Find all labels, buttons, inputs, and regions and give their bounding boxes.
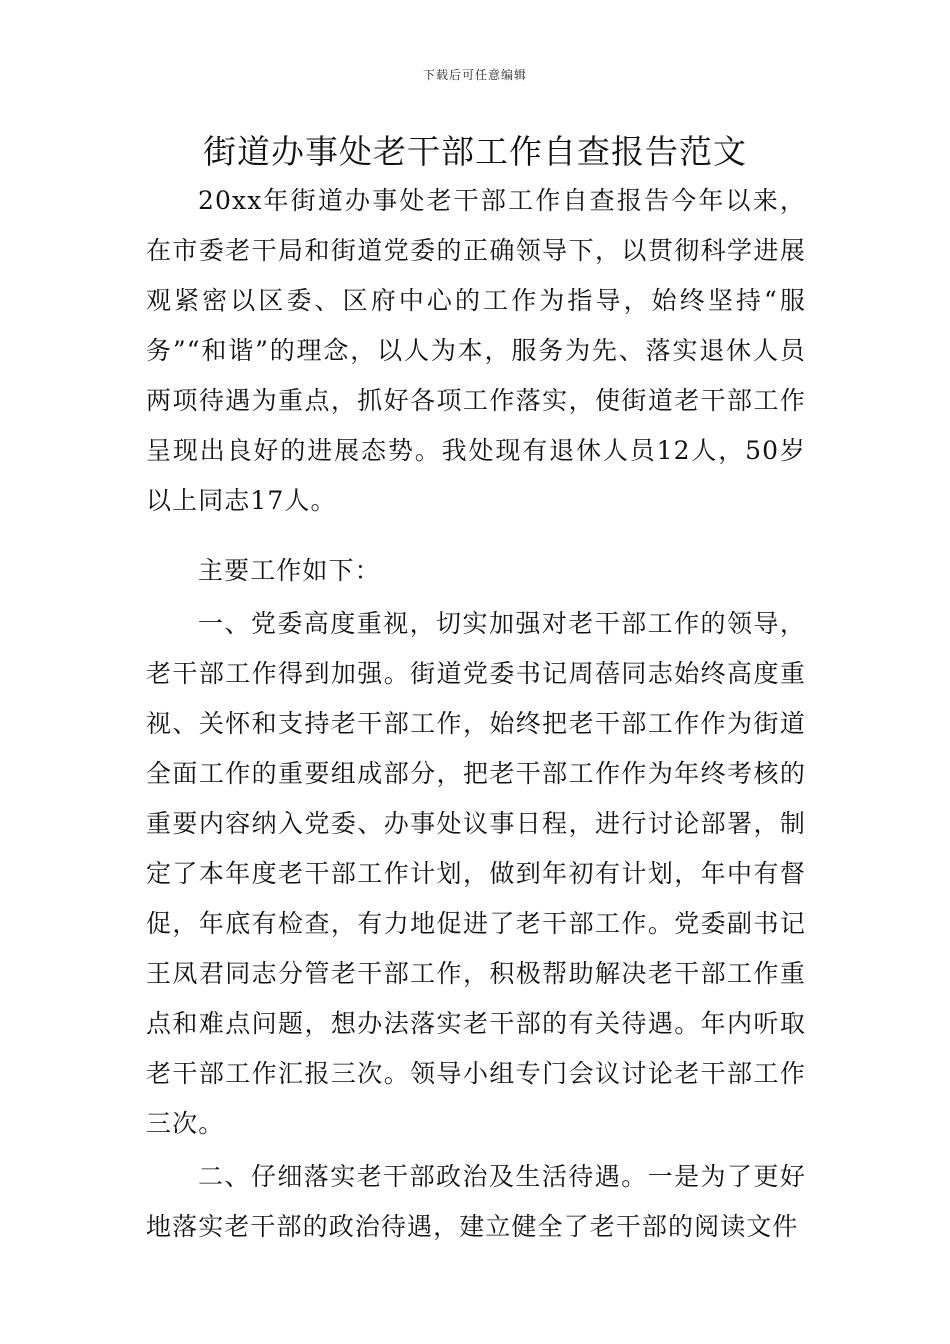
- paragraph-section-2: 二、仔细落实老干部政治及生活待遇。一是为了更好地落实老干部的政治待遇，建立健全了老干部的阅读文件: [146, 1162, 806, 1241]
- paragraph-intro: 20xx年街道办事处老干部工作自查报告今年以来，在市委老干局和街道党委的正确领导下，以贯彻科学进展观紧密以区委、区府中心的工作为指导，始终坚持“服务”“和谐”的理念，以人为本，服务为先、落实退休人员两项待遇为重点，抓好各项工作落实，使街道老干部工作呈现出良好的进展态势。我处现有退休人员12人，50岁以上同志17人。: [146, 186, 806, 515]
- paragraph-section-1: 一、党委高度重视，切实加强对老干部工作的领导，老干部工作得到加强。街道党委书记周蓓同志始终高度重视、关怀和支持老干部工作，始终把老干部工作作为街道全面工作的重要组成部分，把老干部工作作为年终考核的重要内容纳入党委、办事处议事日程，进行讨论部署，制定了本年度老干部工作计划，做到年初有计划，年中有督促，年底有检查，有力地促进了老干部工作。党委副书记王凤君同志分管老干部工作，积极帮助解决老干部工作重点和难点问题，想办法落实老干部的有关待遇。年内听取老干部工作汇报三次。领导小组专门会议讨论老干部工作三次。: [146, 609, 806, 1138]
- document-body: [146, 176, 806, 1255]
- document-title: 街道办事处老干部工作自查报告范文: [203, 132, 747, 171]
- paragraph-main-work: 主要工作如下：: [198, 556, 381, 585]
- header-note: 下载后可任意编辑: [422, 68, 527, 82]
